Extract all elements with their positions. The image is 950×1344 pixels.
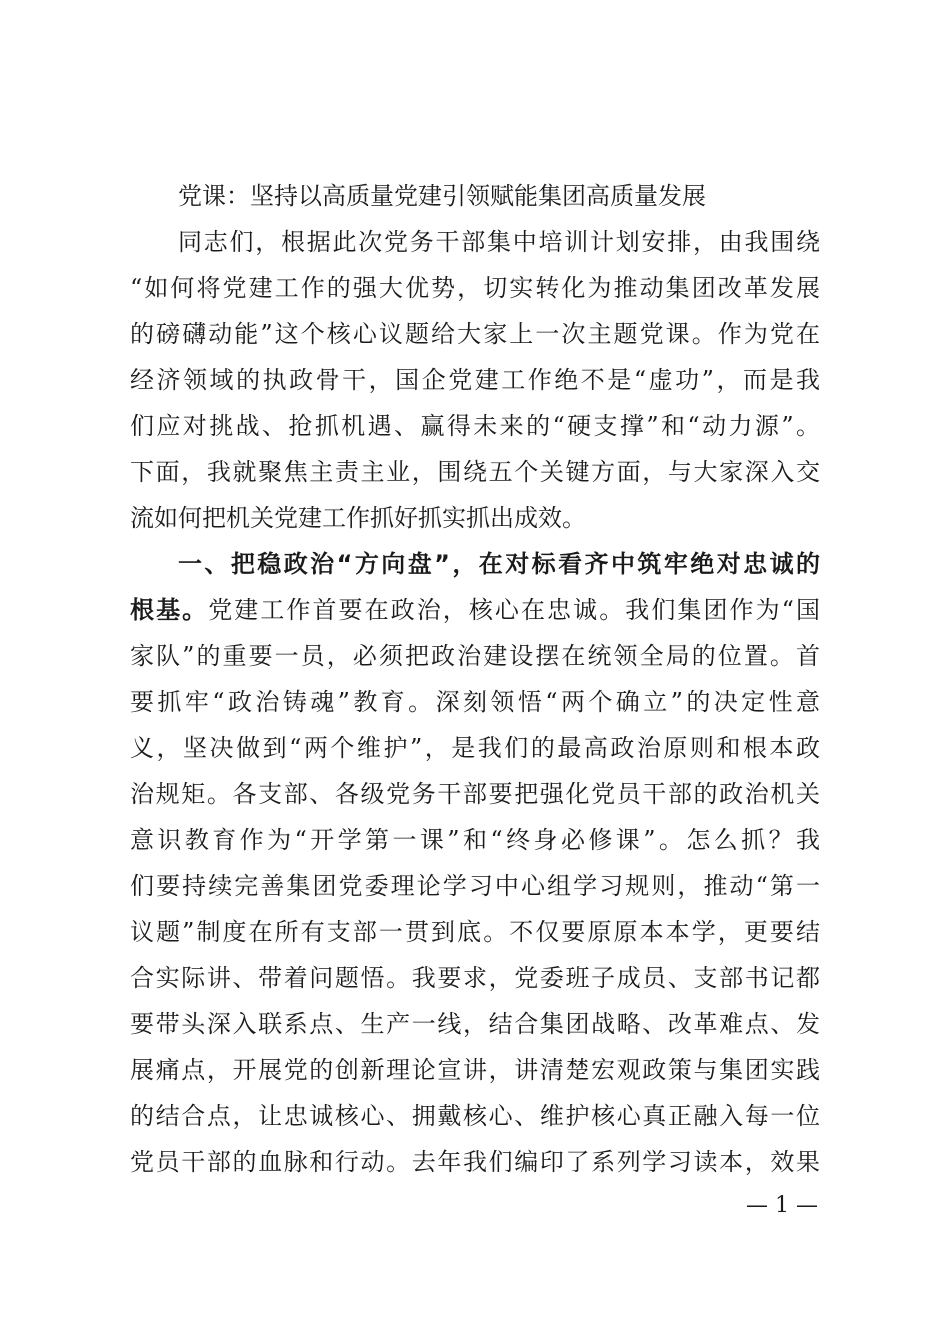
page-number: — 1 — [746,1193,818,1218]
document-title: 党课：坚持以高质量党建引领赋能集团高质量发展 [178,182,706,210]
intro-line-3: 的磅礴动能”这个核心议题给大家上一次主题党课。作为党在 [130,320,820,348]
section-1-line-6: 意识教育作为“开学第一课”和“终身必修课”。怎么抓？我 [130,826,820,854]
section-1-line-10: 要带头深入联系点、生产一线，结合集团战略、改革难点、发 [130,1010,820,1038]
intro-line-2: “如何将党建工作的强大优势，切实转化为推动集团改革发展 [130,274,820,302]
section-1-line-1 [130,587,820,633]
section-1-line-7: 们要持续完善集团党委理论学习中心组学习规则，推动“第一 [130,872,820,900]
intro-line-7: 流如何把机关党建工作抓好抓实抓出成效。 [130,504,586,532]
section-1-line-13: 党员干部的血脉和行动。去年我们编印了系列学习读本，效果 [130,1148,820,1176]
intro-line-5: 们应对挑战、抢抓机遇、赢得未来的“硬支撑”和“动力源”。 [130,412,820,440]
section-1-line-5: 治规矩。各支部、各级党务干部要把强化党员干部的政治机关 [130,780,820,808]
intro-line-4: 经济领域的执政骨干，国企党建工作绝不是“虚功”，而是我 [130,366,820,394]
section-1-line-9: 合实际讲、带着问题悟。我要求，党委班子成员、支部书记都 [130,964,820,992]
intro-line-1: 同志们，根据此次党务干部集中培训计划安排，由我围绕 [178,228,820,256]
section-1-line-12: 的结合点，让忠诚核心、拥戴核心、维护核心真正融入每一位 [130,1102,820,1130]
section-1-line-11: 展痛点，开展党的创新理论宣讲，讲清楚宏观政策与集团实践 [130,1056,820,1084]
section-1-line-4: 义，坚决做到“两个维护”，是我们的最高政治原则和根本政 [130,734,820,762]
section-1-line-1-text: 党建工作首要在政治，核心在忠诚。我们集团作为“国 [208,596,820,624]
section-1-heading: 一、把稳政治“方向盘”，在对标看齐中筑牢绝对忠诚的 [178,550,820,578]
section-1-line-2: 家队”的重要一员，必须把政治建设摆在统领全局的位置。首 [130,642,820,670]
section-1-heading-end: 根基。 [130,596,209,624]
section-1-line-8: 议题”制度在所有支部一贯到底。不仅要原原本本学，更要结 [130,918,820,946]
section-1-line-3: 要抓牢“政治铸魂”教育。深刻领悟“两个确立”的决定性意 [130,688,820,716]
intro-line-6: 下面，我就聚焦主责主业，围绕五个关键方面，与大家深入交 [130,458,820,486]
